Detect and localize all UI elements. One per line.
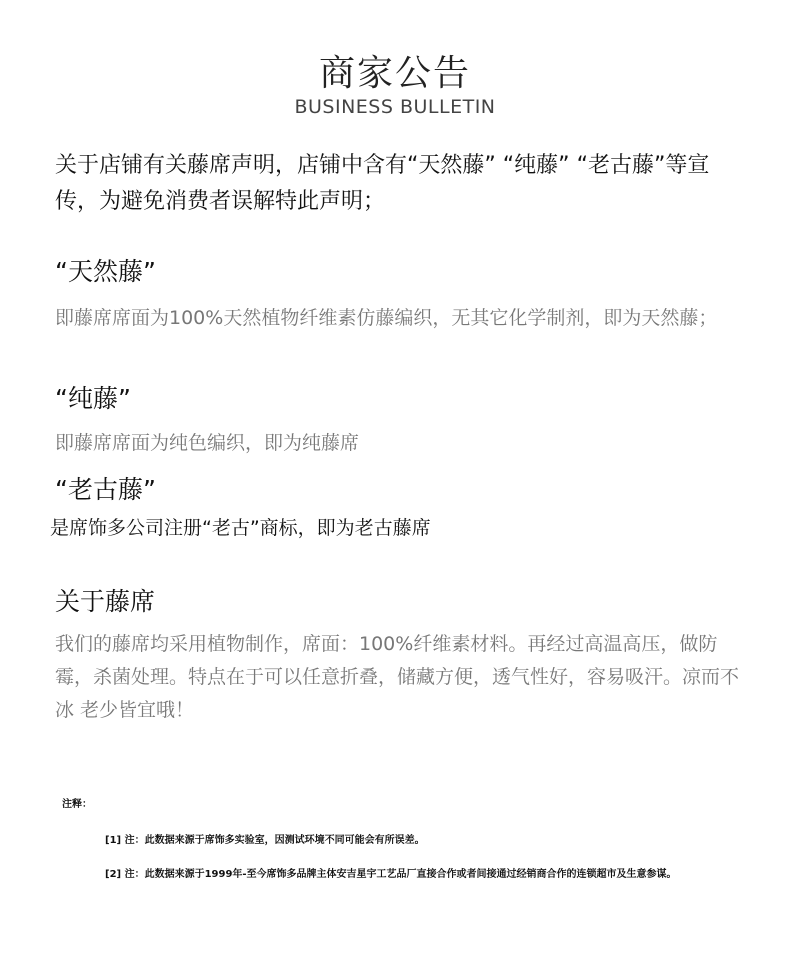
page-title: 商家公告 — [318, 53, 471, 94]
section-heading-old-rattan: “老古藤” — [55, 475, 156, 504]
note-item-2: [2] 注：此数据来源于1999年-至今席饰多品牌主体安吉星宇工艺品厂直接合作或者间接通过经销商合作的连锁超市及生意参谋。 — [105, 869, 677, 880]
section-heading-pure-rattan: “纯藤” — [55, 384, 131, 413]
section-body-natural-rattan: 即藤席席面为100%天然植物纤维素仿藤编织，无其它化学制剂，即为天然藤； — [55, 307, 718, 329]
page-subtitle: BUSINESS BULLETIN — [294, 96, 496, 118]
section-heading-about-mat: 关于藤席 — [55, 587, 156, 616]
notes-label: 注释： — [62, 799, 92, 810]
section-body-about-mat: 我们的藤席均采用植物制作，席面：100%纤维素材料。再经过高温高压，做防霉，杀菌处理。特点在于可以任意折叠，储藏方便，透气性好，容易吸汗。凉而不冰 老少皆宜哦！ — [55, 633, 740, 721]
section-body-pure-rattan: 即藤席席面为纯色编织，即为纯藤席 — [55, 432, 360, 454]
note-item-1: [1] 注：此数据来源于席饰多实验室，因测试环境不同可能会有所误差。 — [105, 835, 425, 846]
section-body-old-rattan: 是席饰多公司注册“老古”商标，即为老古藤席 — [50, 517, 431, 539]
intro-paragraph: 关于店铺有关藤席声明，店铺中含有“天然藤” “纯藤” “老古藤”等宣传，为避免消费者误解特此声明； — [55, 153, 710, 214]
section-heading-natural-rattan: “天然藤” — [55, 257, 156, 286]
